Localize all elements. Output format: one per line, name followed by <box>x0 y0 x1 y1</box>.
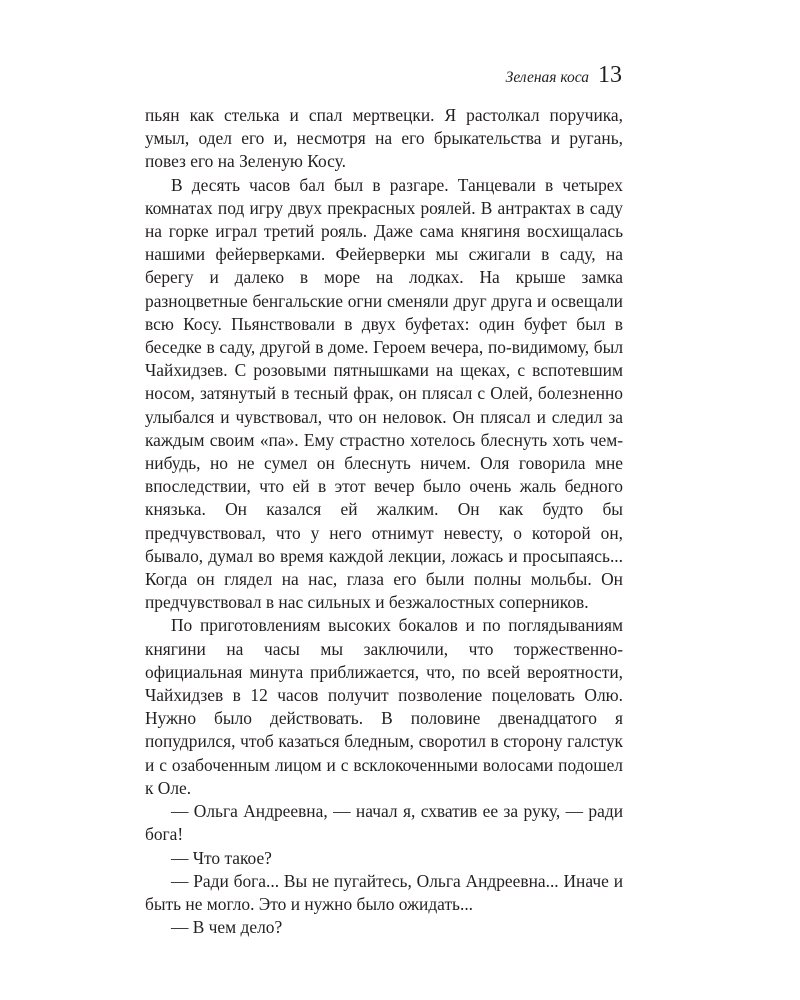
running-head <box>506 62 622 89</box>
paragraph-continued: пьян как стелька и спал мертвецки. Я растолкал поручика, умыл, одел его и, несмотря на его брыкательства и ругань, повез его на Зеленую Косу. <box>145 105 623 172</box>
paragraph: В десять часов бал был в разгаре. Танцевали в четырех комнатах под игру двух прекрасных роялей. В антрактах в саду на горке играл третий рояль. Даже сама княгиня восхищалась нашими фейерверками. Фейерверки мы сжигали в саду, на берегу и далеко в море на лодках. На крыше замка разноцветные бенгальские огни сменяли друг друга и освещали всю Косу. Пьянствовали в двух буфетах: один буфет был в беседке в саду, другой в доме. Героем вечера, по-видимому, был Чайхидзев. С розовыми пятнышками на щеках, с вспотевшим носом, затянутый в тесный фрак, он плясал с Олей, болезненно улыбался и чувствовал, что он неловок. Он плясал и следил за каждым своим «па». Ему страстно хотелось блеснуть хоть чем-нибудь, но не сумел он блеснуть ничем. Оля говорила мне впоследствии, что ей в этот вечер было очень жаль бедного князька. Он казался ей жалким. Он как будто бы предчувствовал, что у него отнимут невесту, о которой он, бывало, думал во время каждой лекции, ложась и просыпаясь... Когда он глядел на нас, глаза его были полны мольбы. Он предчувствовал в нас сильных и безжалостных соперников. <box>145 174 623 613</box>
dialogue-line: — Ольга Андреевна, — начал я, схватив ее за руку, — ради бога! <box>145 801 623 845</box>
page-number: 13 <box>598 62 622 88</box>
running-title: Зеленая коса <box>505 69 589 86</box>
body-text <box>145 104 623 939</box>
dialogue-line: — В чем дело? <box>171 917 283 938</box>
dialogue-line: — Что такое? <box>171 847 272 868</box>
dialogue-line: — Ради бога... Вы не пугайтесь, Ольга Андреевна... Иначе и быть не могло. Это и нужно было ожидать... <box>145 870 623 914</box>
paragraph: По приготовлениям высоких бокалов и по поглядываниям княгини на часы мы заключили, что торжественно-официальная минута приближается, что, по всей вероятности, Чайхидзев в 12 часов получит позволение поцеловать Олю. Нужно было действовать. В половине двенадцатого я попудрился, чтоб казаться бледным, своротил в сторону галстук и с озабоченным лицом и с всклокоченными волосами подошел к Оле. <box>145 615 623 798</box>
